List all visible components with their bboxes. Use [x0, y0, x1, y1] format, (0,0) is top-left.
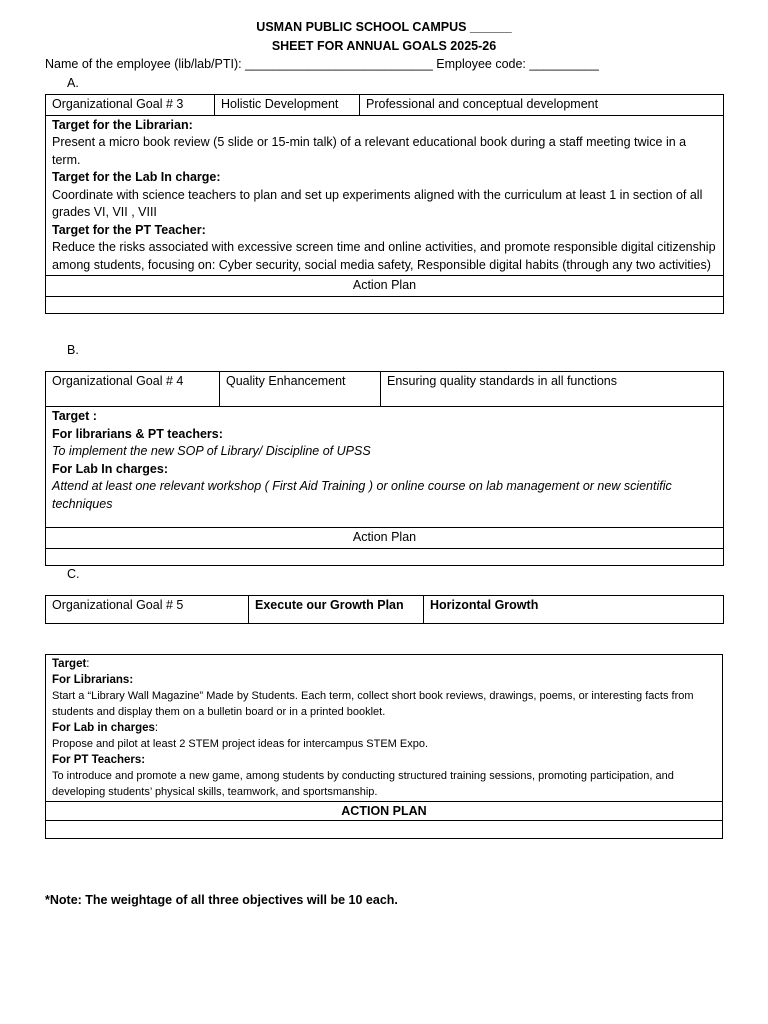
action-plan-row	[46, 528, 724, 549]
target-heading: Target	[52, 658, 87, 670]
target-text: To introduce and promote a new game, among students by conducting structured training sessions, promoting participation, and developing students’ physical skills, teamwork, and sportsmanship.	[52, 770, 674, 798]
goal-4-targets-row	[46, 407, 724, 528]
action-plan-heading: ACTION PLAN	[46, 802, 723, 821]
goal-3-targets-row	[46, 115, 724, 276]
goal-focus-cell: Professional and conceptual development	[360, 95, 724, 116]
action-plan-row	[46, 276, 724, 297]
action-plan-entry[interactable]	[46, 821, 723, 839]
target-heading: Target :	[52, 409, 97, 423]
target-text: Coordinate with science teachers to plan and set up experiments aligned with the curriculum at least 1 in section of all grades VI, VII , VIII	[52, 187, 703, 219]
action-plan-entry-row	[46, 821, 723, 839]
goal-theme-cell: Quality Enhancement	[220, 372, 381, 407]
goal-4-header-row	[46, 372, 724, 407]
goal-3-table	[45, 94, 724, 314]
goal-3-header-row	[46, 95, 724, 116]
target-label: Target for the PT Teacher:	[52, 222, 206, 237]
section-a-marker: A.	[67, 76, 79, 90]
action-plan-heading: Action Plan	[46, 276, 724, 297]
employee-line: Name of the employee (lib/lab/PTI): ___________________________ Employee code: __________	[45, 57, 599, 71]
target-label: For PT Teachers:	[52, 754, 146, 766]
target-label: For Librarians:	[52, 674, 134, 686]
target-label: Target for the Lab In charge:	[52, 170, 221, 184]
goal-theme-cell: Holistic Development	[215, 95, 360, 116]
goal-number-cell: Organizational Goal # 3	[46, 95, 215, 116]
goal-5-targets-row	[46, 655, 723, 802]
target-text: Reduce the risks associated with excessive screen time and online activities, and promote responsible digital citizenship among students, focusing on: Cyber security, social media safety, Responsible digital habits (through any two activities)	[52, 240, 716, 272]
target-label: For librarians & PT teachers:	[52, 426, 223, 441]
goal-4-table	[45, 371, 724, 566]
target-text: Present a micro book review (5 slide or 15-min talk) of a relevant educational book during a staff meeting twice in a term.	[52, 135, 687, 167]
goal-focus-cell: Ensuring quality standards in all functions	[381, 372, 724, 407]
action-plan-entry[interactable]	[46, 296, 724, 313]
target-label: For Lab In charges:	[52, 461, 168, 476]
action-plan-heading: Action Plan	[46, 528, 724, 549]
weightage-note: *Note: The weightage of all three objectives will be 10 each.	[45, 893, 398, 907]
target-label: Target for the Librarian:	[52, 117, 193, 132]
target-text: Attend at least one relevant workshop ( First Aid Training ) or online course on lab management or new scientific techniques	[52, 479, 672, 511]
target-text: To implement the new SOP of Library/ Discipline of UPSS	[52, 444, 371, 458]
action-plan-entry-row	[46, 296, 724, 313]
goal-5-table	[45, 595, 724, 624]
action-plan-entry[interactable]	[46, 548, 724, 565]
goal-5-targets-table	[45, 654, 723, 839]
targets-cell	[46, 407, 724, 528]
action-plan-entry-row	[46, 548, 724, 565]
target-text: Start a “Library Wall Magazine” Made by Students. Each term, collect short book reviews, drawings, poems, or interesting facts from students and display them on a bulletin board or in a printed booklet.	[52, 690, 694, 718]
goal-number-cell: Organizational Goal # 5	[46, 596, 249, 624]
goal-5-header-row	[46, 596, 724, 624]
school-name: USMAN PUBLIC SCHOOL CAMPUS ______	[256, 20, 512, 34]
target-text: Propose and pilot at least 2 STEM project ideas for intercampus STEM Expo.	[52, 738, 429, 750]
targets-cell	[46, 115, 724, 276]
section-b-marker: B.	[67, 343, 79, 357]
targets-cell: Target: For Librarians: Start a “Library Wall Magazine” Made by Students. Each term, collect short book reviews, drawings, poems, or interesting facts from students and display them on a bulletin board or in a printed booklet. For Lab in charges: Propose and pilot at least 2 STEM project ideas for intercampus STEM Expo. For PT Teachers: To introduce and promote a new game, among students by conducting structured training sessions, promoting participation, and developing students’ physical skills, teamwork, and sportsmanship.	[46, 655, 723, 802]
target-label: For Lab in charges	[52, 722, 155, 734]
sheet-title: SHEET FOR ANNUAL GOALS 2025-26	[271, 39, 497, 53]
action-plan-row	[46, 802, 723, 821]
goal-number-cell: Organizational Goal # 4	[46, 372, 220, 407]
goal-focus-cell: Horizontal Growth	[424, 596, 724, 624]
section-c-marker: C.	[67, 567, 80, 581]
goal-theme-cell: Execute our Growth Plan	[249, 596, 424, 624]
